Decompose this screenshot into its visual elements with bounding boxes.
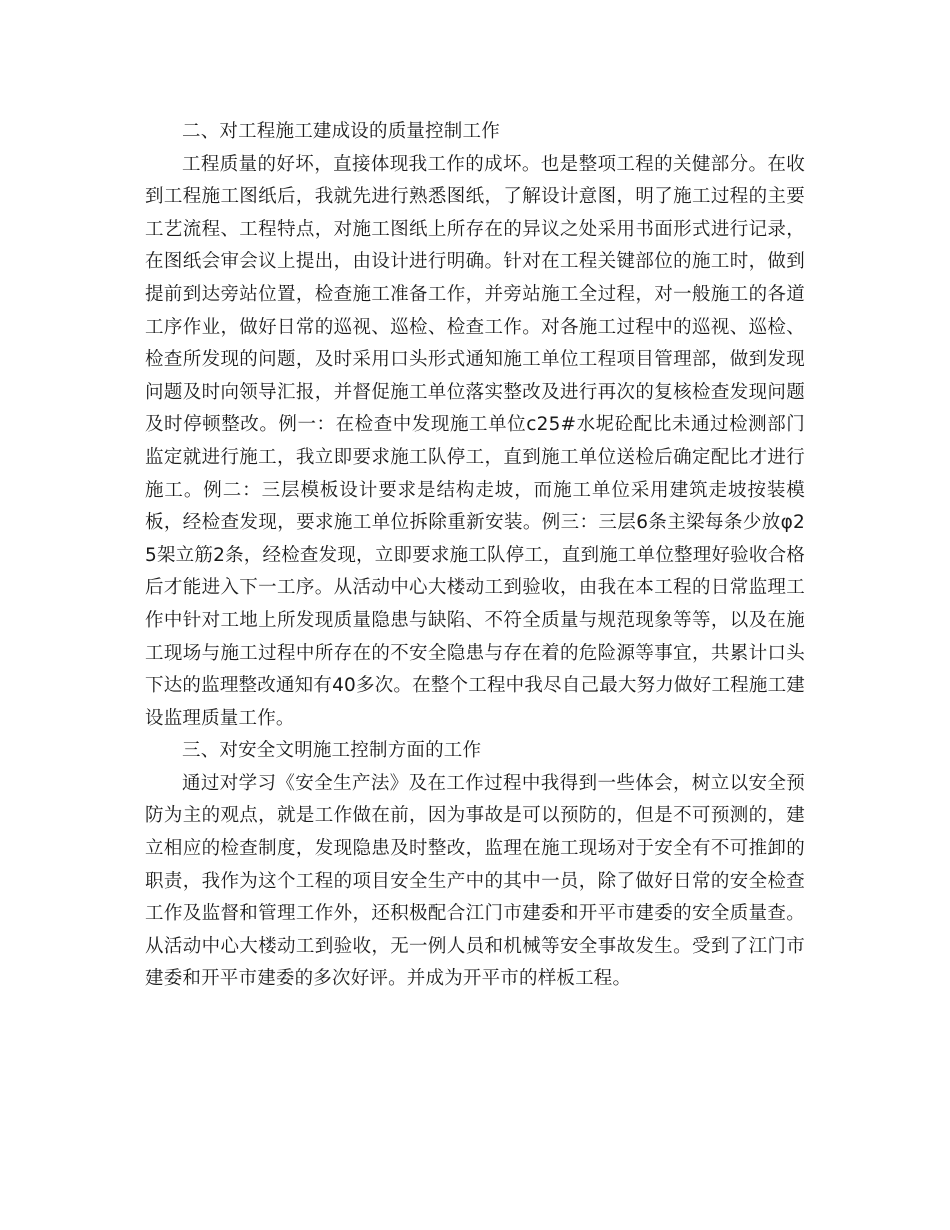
paragraph-safety-control: 通过对学习《安全生产法》及在工作过程中我得到一些体会，树立以安全预防为主的观点，就是工作做在前，因为事故是可以预防的，但是不可预测的，建立相应的检查制度，发现隐患及时整改，监理在施工现场对于安全有不可推卸的职责，我作为这个工程的项目安全生产中的其中一员，除了做好日常的安全检查工作及监督和管理工作外，还积极配合江门市建委和开平市建委的安全质量查。从活动中心大楼动工到验收，无一例人员和机械等安全事故发生。受到了江门市建委和开平市建委的多次好评。并成为开平市的样板工程。 xyxy=(145,772,805,990)
section-heading-quality-control: 二、对工程施工建成设的质量控制工作 xyxy=(182,121,500,142)
document-body xyxy=(145,116,805,996)
paragraph-quality-control: 工程质量的好坏，直接体现我工作的成坏。也是整项工程的关健部分。在收到工程施工图纸后，我就先进行熟悉图纸，了解设计意图，明了施工过程的主要工艺流程、工程特点，对施工图纸上所存在的异议之处采用书面形式进行记录，在图纸会审会议上提出，由设计进行明确。针对在工程关键部位的施工时，做到提前到达旁站位置，检查施工准备工作，并旁站施工全过程，对一般施工的各道工序作业，做好日常的巡视、巡检、检查工作。对各施工过程中的巡视、巡检、检查所发现的问题，及时采用口头形式通知施工单位工程项目管理部，做到发现问题及时向领导汇报，并督促施工单位落实整改及进行再次的复核检查发现问题及时停顿整改。例一：在检查中发现施工单位c25#水坭砼配比未通过检测部门监定就进行施工，我立即要求施工队停工，直到施工单位送检后确定配比才进行施工。例二：三层模板设计要求是结构走坡，而施工单位采用建筑走坡按装模板，经检查发现，要求施工单位拆除重新安装。例三：三层6条主梁每条少放φ25架立筋2条，经检查发现，立即要求施工队停工，直到施工单位整理好验收合格后才能进入下一工序。从活动中心大楼动工到验收，由我在本工程的日常监理工作中针对工地上所发现质量隐患与缺陷、不符全质量与规范现象等等，以及在施工现场与施工过程中所存在的不安全隐患与存在着的危险源等事宜，共累计口头下达的监理整改通知有40多次。在整个工程中我尽自己最大努力做好工程施工建设监理质量工作。 xyxy=(145,153,805,729)
section-heading-safety-control: 三、对安全文明施工控制方面的工作 xyxy=(182,740,482,762)
